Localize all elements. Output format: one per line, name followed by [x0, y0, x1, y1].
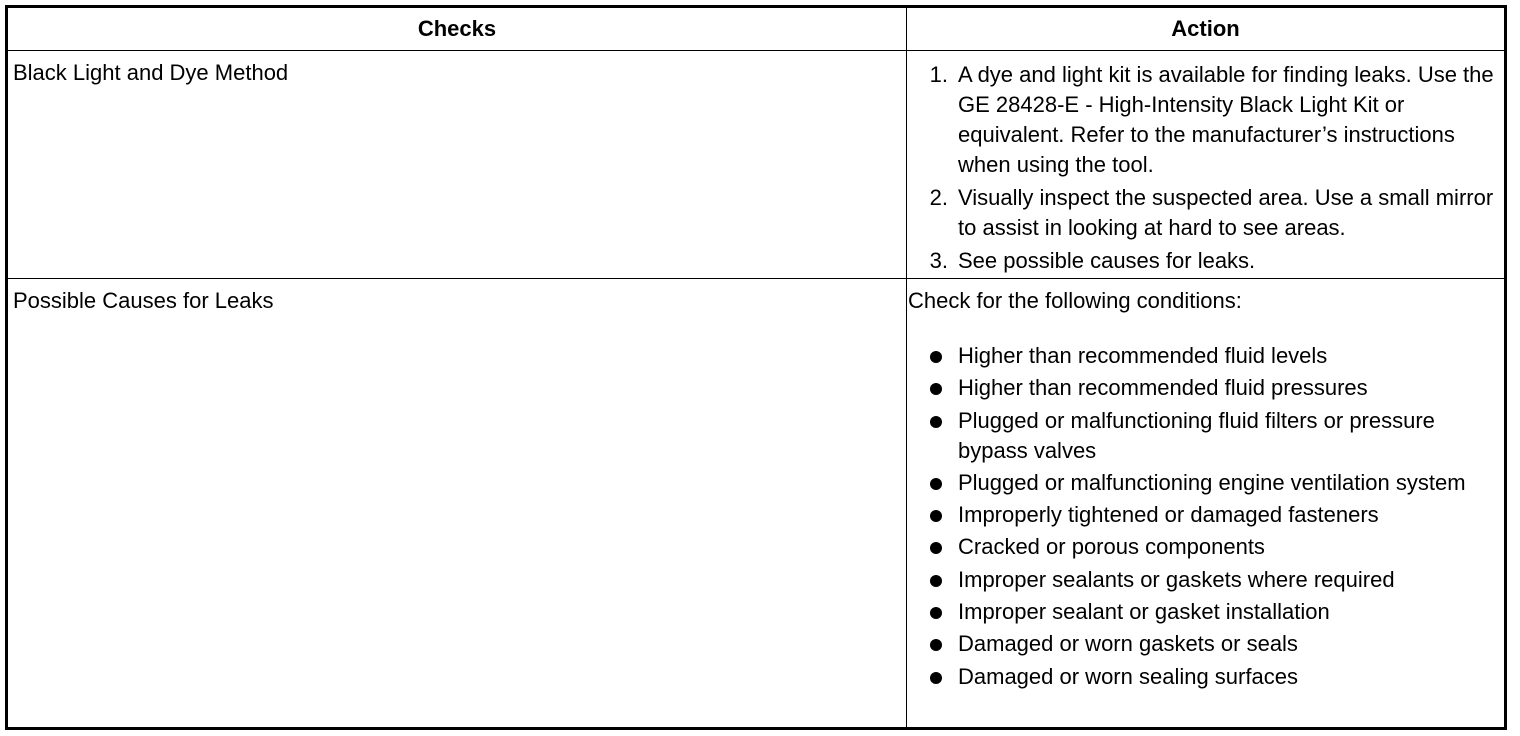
- black-light-steps-list: [920, 60, 1505, 279]
- cause-text: Damaged or worn sealing surfaces: [958, 663, 1298, 689]
- cause-text: Cracked or porous components: [958, 534, 1265, 560]
- cause-text: Plugged or malfunctioning engine ventilation system: [958, 469, 1466, 495]
- cause-text: Damaged or worn gaskets or seals: [958, 631, 1298, 657]
- list-item: [920, 500, 1505, 530]
- causes-intro: Check for the following conditions:: [908, 288, 1242, 313]
- bullet-icon: [930, 416, 942, 428]
- action-header: Action: [1171, 16, 1240, 41]
- step-text: A dye and light kit is available for finding leaks. Use the GE 28428-E - High-Intensity Black Light Kit or equivalent. Refer to the manufacturer’s instructions when using the tool.: [958, 62, 1494, 177]
- list-item: [920, 662, 1505, 692]
- list-item: [920, 341, 1505, 371]
- cause-text: Higher than recommended fluid levels: [958, 343, 1328, 368]
- list-item: [920, 406, 1505, 466]
- check-black-light-dye: Black Light and Dye Method: [13, 60, 289, 85]
- step-number: 1.: [929, 62, 948, 87]
- bullet-icon: [930, 510, 942, 522]
- list-item: [920, 373, 1505, 403]
- step-number: 3.: [929, 248, 948, 273]
- cause-text: Improperly tightened or damaged fasteners: [958, 502, 1379, 528]
- cause-text: Improper sealant or gasket installation: [958, 599, 1330, 625]
- bullet-icon: [930, 607, 942, 619]
- list-item: [920, 629, 1505, 659]
- bullet-icon: [930, 542, 942, 554]
- step-text: See possible causes for leaks.: [958, 248, 1256, 273]
- step-number: 2.: [929, 185, 948, 210]
- list-item: [920, 246, 1505, 276]
- list-item: [920, 183, 1505, 243]
- check-possible-causes: Possible Causes for Leaks: [13, 288, 274, 313]
- list-item: [920, 597, 1505, 627]
- checks-header: Checks: [417, 16, 497, 41]
- step-text: Visually inspect the suspected area. Use a small mirror to assist in looking at hard to see areas.: [958, 185, 1494, 240]
- column-divider: [906, 8, 907, 727]
- list-item: [920, 468, 1505, 498]
- list-item: [920, 60, 1505, 180]
- header-divider: [8, 50, 1504, 51]
- leak-diagnosis-table: [5, 5, 1507, 730]
- cause-text: Improper sealants or gaskets where required: [958, 566, 1395, 592]
- list-item: [920, 565, 1505, 595]
- bullet-icon: [930, 351, 942, 363]
- bullet-icon: [930, 478, 942, 490]
- causes-list: [920, 341, 1505, 694]
- cause-text: Plugged or malfunctioning fluid filters or pressure bypass valves: [958, 407, 1435, 463]
- cause-text: Higher than recommended fluid pressures: [958, 375, 1368, 401]
- bullet-icon: [930, 383, 942, 395]
- bullet-icon: [930, 575, 942, 587]
- list-item: [920, 532, 1505, 562]
- bullet-icon: [930, 672, 942, 684]
- bullet-icon: [930, 639, 942, 651]
